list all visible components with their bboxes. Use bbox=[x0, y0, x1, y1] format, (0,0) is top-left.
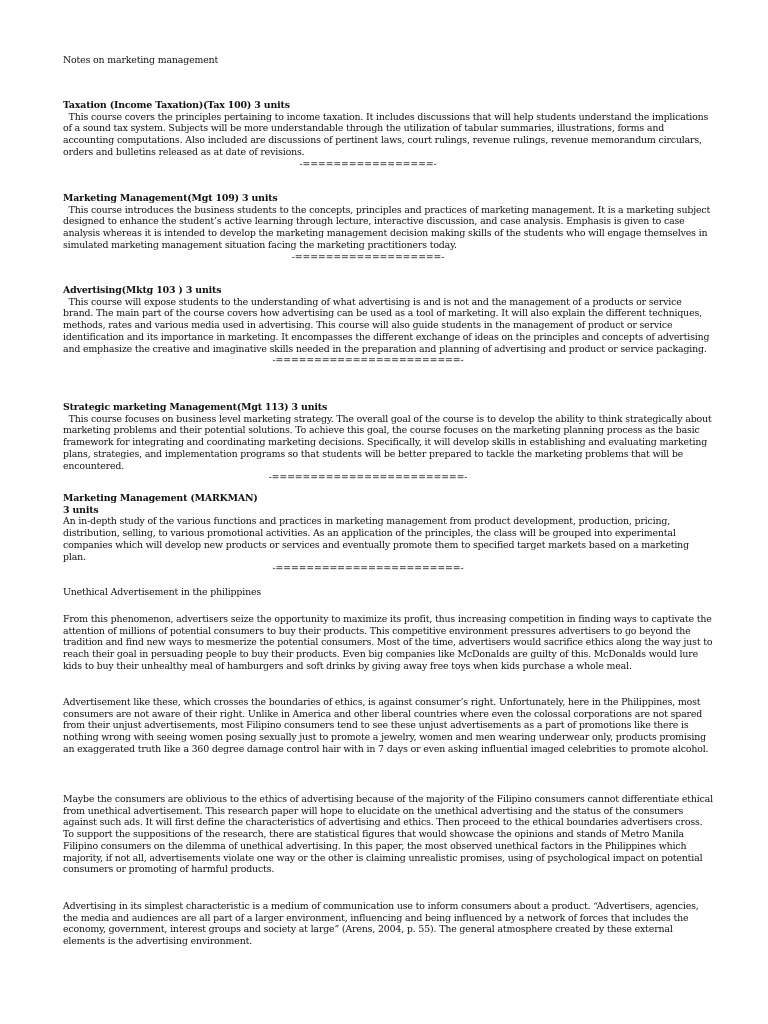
course-title: Marketing Management(Mgt 109) 3 units bbox=[63, 193, 278, 204]
separator: -========================- bbox=[272, 563, 464, 575]
paragraph-text: From this phenomenon, advertisers seize the opportunity to maximize its profit, thus increasing competition in finding ways to captivate the attention of millions of potential consumers to buy their products. This competitive environment pressures advertisers to go beyond the tradition and find new ways to mesmerize the potential consumers. Most of the time, advertisers would sacrifice ethics along the way just to reach their goal in persuading people to buy their products. Even big companies like McDonalds are guilty of this. McDonalds would lure kids to buy their unhealthy meal of hamburgers and soft drinks by giving away free toys when kids purchase a whole meal. bbox=[63, 614, 713, 672]
separator: -=========================- bbox=[268, 472, 468, 484]
document-page bbox=[63, 0, 713, 1024]
essay-paragraph bbox=[63, 901, 713, 948]
course-description: An in-depth study of the various functions and practices in marketing management from product development, production, pricing, distribution, selling, to various promotional activities. As an application of the principles, the class will be grouped into experimental companies which will develop new products or services and eventually promote them to specified target markets based on a marketing plan. bbox=[63, 516, 689, 563]
separator: -=================- bbox=[299, 158, 437, 170]
course-markman bbox=[63, 493, 713, 574]
course-description: This course focuses on business level marketing strategy. The overall goal of the course is to develop the ability to think strategically about marketing problems and their potential solutions. To achieve this goal, the course focuses on the marketing planning process as the basic framework for integrating and coordinating marketing decisions. Specifically, it will develop skills in establishing and evaluating marketing plans, strategies, and implementation programs so that students will be better prepared to tackle the marketing problems that will be encountered. bbox=[63, 413, 715, 472]
paragraph-text: Advertisement like these, which crosses the boundaries of ethics, is against consumer’s right. Unfortunately, here in the Philippines, most consumers are not aware of their right. Unlike in America and other liberal countries where even the colossal corporations are not spared from their unjust advertisements, most Filipino consumers tend to see these unjust advertisements as a part of promotions like there is nothing wrong with seeing women posing sexually just to promote a jewelry, women and men wearing underwear only, products promising an exaggerated truth like a 360 degree damage control hair with in 7 days or even asking influential imaged celebrities to promote alcohol. bbox=[63, 697, 709, 755]
document-title: Notes on marketing management bbox=[63, 55, 219, 66]
course-description: This course covers the principles pertaining to income taxation. It includes discussions that will help students understand the implications of a sound tax system. Subjects will be more understandable through the utilization of tabular summaries, illustrations, forms and accounting computations. Also included are discussions of pertinent laws, court rulings, revenue rulings, revenue memorandum circulars, orders and bulletins released as at date of revisions. bbox=[63, 111, 712, 158]
course-title: Taxation (Income Taxation)(Tax 100) 3 units bbox=[63, 100, 290, 111]
course-title: Strategic marketing Management(Mgt 113) 3 units bbox=[63, 402, 328, 413]
course-title: Marketing Management (MARKMAN) bbox=[63, 493, 258, 504]
course-advertising bbox=[63, 285, 713, 366]
course-units: 3 units bbox=[63, 504, 99, 516]
course-description: This course will expose students to the understanding of what advertising is and is not and the management of a products or service brand. The main part of the course covers how advertising can be used as a tool of marketing. It will also explain the different techniques, methods, rates and various media used in advertising. This course will also guide students in the management of product or service identification and its importance in marketing. It encompasses the different exchange of ideas on the principles and concepts of advertising and emphasize the creative and imaginative skills needed in the preparation and planning of advertising and product or service packaging. bbox=[63, 296, 713, 355]
course-marketing-management bbox=[63, 193, 713, 263]
course-strategic-marketing bbox=[63, 402, 713, 483]
essay-paragraph bbox=[63, 697, 713, 756]
paragraph-text: Maybe the consumers are oblivious to the ethics of advertising because of the majority of the Filipino consumers cannot differentiate ethical from unethical advertisement. This research paper will hope to elucidate on the unethical advertising and the status of the consumers against such ads. It will first define the characteristics of advertising and ethics. Then proceed to the ethical boundaries advertisers cross. To support the suppositions of the research, there are statistical figures that would showcase the opinions and stands of Metro Manila Filipino consumers on the dilemma of unethical advertising. In this paper, the most observed unethical factors in the Philippines which majority, if not all, advertisements violate one way or the other is claiming unrealistic promises, using of psychological impact on potential consumers or promoting of harmful products. bbox=[63, 794, 713, 876]
course-taxation bbox=[63, 100, 713, 170]
course-title: Advertising(Mktg 103 ) 3 units bbox=[63, 285, 222, 296]
separator: -===================- bbox=[291, 251, 445, 263]
essay-heading: Unethical Advertisement in the philippines bbox=[63, 587, 262, 598]
essay-paragraph bbox=[63, 794, 713, 876]
paragraph-text: Advertising in its simplest characteristic is a medium of communication use to inform consumers about a product. “Advertisers, agencies, the media and audiences are all part of a larger environment, influencing and being influenced by a network of forces that includes the economy, government, interest groups and society at large” (Arens, 2004, p. 55). The general atmosphere created by these external elements is the advertising environment. bbox=[63, 901, 699, 948]
essay-paragraph bbox=[63, 614, 713, 673]
course-description: This course introduces the business students to the concepts, principles and practices of marketing management. It is a marketing subject designed to enhance the student’s active learning through lecture, interactive discussion, and case analysis. Emphasis is given to case analysis whereas it is intended to develop the marketing management decision making skills of the students who will engage themselves in simulated marketing management situation facing the marketing practitioners today. bbox=[63, 204, 713, 251]
separator: -========================- bbox=[272, 355, 464, 367]
